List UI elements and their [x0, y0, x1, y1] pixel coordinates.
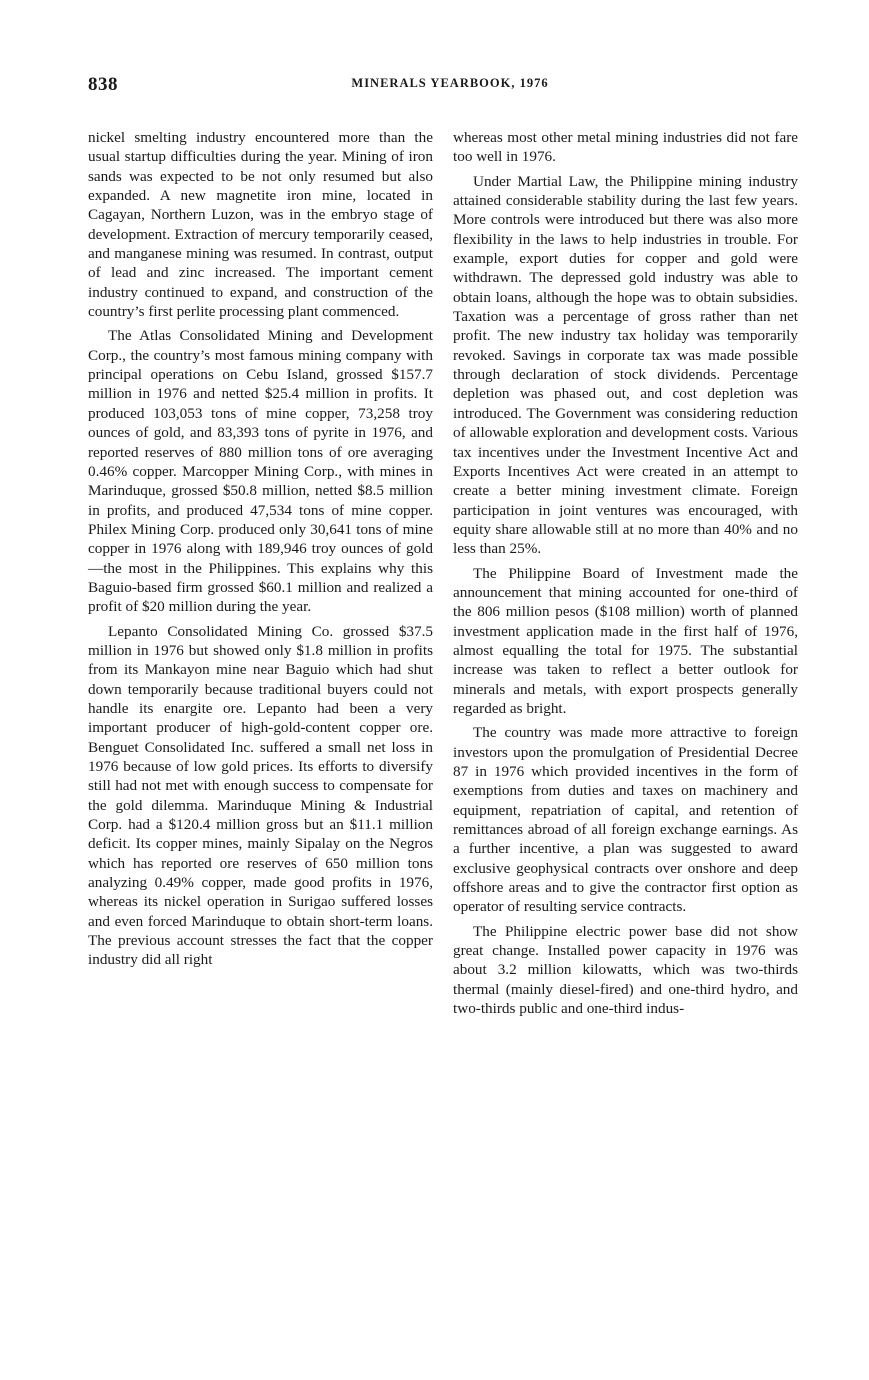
- paragraph-left-1: nickel smelting industry encountered more than the usual startup difficulties during the year. Mining of iron sands was expected to be not only resumed but also expanded. A new magnetite iron mine, located in Cagayan, Northern Luzon, was in the embryo stage of development. Extraction of mercury temporarily ceased, and manganese mining was resumed. In contrast, output of lead and zinc increased. The important cement industry continued to expand, and construction of the country’s first perlite processing plant commenced.: [88, 129, 433, 321]
- paragraph-right-5: The Philippine electric power base did not show great change. Installed power capacity in 1976 was about 3.2 million kilowatts, which was two-thirds thermal (mainly diesel-fired) and one-third hydro, and two-thirds public and one-third indus-: [453, 922, 798, 1018]
- right-column: [453, 128, 798, 1023]
- paragraph-right-3: The Philippine Board of Investment made the announcement that mining accounted for one-third of the 806 million pesos ($108 million) worth of planned investment application made in the first half of 1976, almost equalling the total for 1975. The substantial increase was taken to reflect a better outlook for minerals and metals, with export prospects generally regarded as bright.: [453, 564, 798, 717]
- running-head-title: MINERALS YEARBOOK, 1976: [351, 76, 549, 90]
- paragraph-left-2: The Atlas Consolidated Mining and Development Corp., the country’s most famous mining company with principal operations on Cebu Island, grossed $157.7 million in 1976 and netted $25.4 million in profits. It produced 103,053 tons of mine copper, 73,258 troy ounces of gold, and 83,393 tons of pyrite in 1976, and reported reserves of 880 million tons of ore averaging 0.46% copper. Marcopper Mining Corp., with mines in Marinduque, grossed $50.8 million, netted $8.5 million in profits, and produced 47,534 tons of mine copper. Philex Mining Corp. produced only 30,641 tons of mine copper in 1976 along with 189,946 troy ounces of gold—the most in the Philippines. This explains why this Baguio-based firm grossed $60.1 million and realized a profit of $20 million during the year.: [88, 327, 433, 616]
- paragraph-right-4: The country was made more attractive to foreign investors upon the promulgation of Presidential Decree 87 in 1976 which provided incentives in the form of exemptions from duties and taxes on machinery and equipment, repatriation of capital, and retention of remittances abroad of all foreign exchange earnings. As a further incentive, a plan was suggested to award exclusive geophysical contracts over onshore and deep offshore areas and to give the contractor first option as operator of resulting service contracts.: [453, 724, 798, 916]
- left-column: [88, 128, 433, 975]
- paragraph-right-1: whereas most other metal mining industries did not fare too well in 1976.: [453, 129, 798, 166]
- paragraph-left-3: Lepanto Consolidated Mining Co. grossed $37.5 million in 1976 but showed only $1.8 million in profits from its Mankayon mine near Baguio which had shut down temporarily because traditional buyers could not handle its enargite ore. Lepanto had been a very important producer of high-gold-content copper ore. Benguet Consolidated Inc. suffered a small net loss in 1976 because of low gold prices. Its efforts to diversify still had not met with enough success to compensate for the gold dilemma. Marinduque Mining & Industrial Corp. had a $120.4 million gross but an $11.1 million deficit. Its copper mines, mainly Sipalay on the Negros which has reported ore reserves of 650 million tons analyzing 0.49% copper, made good profits in 1976, whereas its nickel operation in Surigao suffered losses and even forced Marinduque to obtain short-term loans. The previous account stresses the fact that the copper industry did all right: [88, 622, 433, 969]
- paragraph-right-2: Under Martial Law, the Philippine mining industry attained considerable stability during the last few years. More controls were introduced but there was also more flexibility in the laws to help industries in trouble. For example, export duties for copper and gold were withdrawn. The depressed gold industry was able to obtain loans, although the hope was to obtain subsidies. Taxation was a percentage of gross rather than net profit. The new industry tax holiday was temporarily revoked. Savings in corporate tax was made possible through declaration of stock dividends. Percentage depletion was phased out, and cost depletion was introduced. The Government was considering reduction of allowable exploration and development costs. Various tax incentives under the Investment Incentive Act and Exports Incentives Act were created in an attempt to create a better mining investment climate. Foreign participation in joint ventures was encouraged, with equity share allowable still at no more than 40% and no less than 25%.: [453, 172, 798, 558]
- page-number: 838: [88, 74, 118, 95]
